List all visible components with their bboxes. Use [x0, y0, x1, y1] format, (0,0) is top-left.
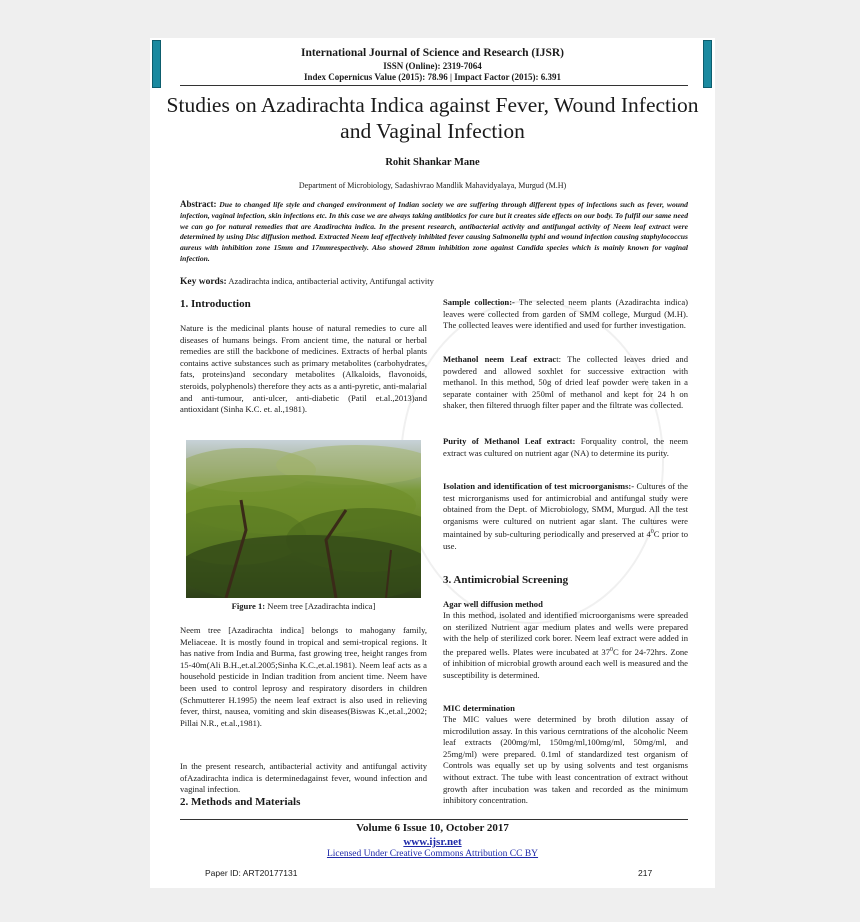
- agar-well-heading: Agar well diffusion method: [443, 599, 543, 609]
- journal-index: Index Copernicus Value (2015): 78.96 | Impact Factor (2015): 6.391: [303, 72, 562, 82]
- agar-well-body-end: C for 24-72hrs. Zone of inhibition of microbial growth around each well is measured and the susceptibility is determined.: [443, 646, 688, 680]
- purity-extract-label: Purity of Methanol Leaf extract:: [443, 436, 576, 446]
- isolation-degree: 0: [650, 529, 654, 536]
- intro-heading: 1. Introduction: [180, 298, 251, 310]
- methanol-extract: [443, 354, 688, 412]
- sample-collection: [443, 297, 688, 332]
- figure-caption-text: Neem tree [Azadirachta indica]: [265, 601, 376, 611]
- agar-well-body: In this method, isolated and identified microorganisms were spreaded on sterilized Nutrient agar medium plates and wells were prepared with the help of sterilized cork borer. Neem leaf extract were added in the prepared wells. Plates were incubated at 37: [443, 610, 688, 657]
- figure-caption: [180, 601, 427, 611]
- journal-issn: ISSN (Online): 2319-7064: [383, 61, 482, 71]
- keywords-label: Key words:: [180, 277, 227, 287]
- journal-name: International Journal of Science and Research (IJSR): [300, 47, 564, 59]
- mic-text: The MIC values were determined by broth dilution assay of microdilution assay. In this various cerntrations of the alcoholic Neem leaf extracts (200mg/ml, 150mg/ml,100mg/ml, 50mg/ml, and 25mg/ml) were prepared. 0.1ml of standardized test organism of Controls was equally set up by using solvents and test organisms without extract. The tube with least concentration of extract without growth after incubation was taken and recorded as the minimum inhibitory concentration.: [443, 714, 688, 806]
- paper-title: Studies on Azadirachta Indica against Fever, Wound Infection and Vaginal Infection: [166, 93, 699, 143]
- methanol-extract-label: Methanol neem Leaf extrac: [443, 354, 557, 364]
- sample-collection-text: The selected neem plants (Azadirachta indica) leaves were collected from garden of SMM college, Murgud (M.H). The collected leaves were identified and used for further investigation.: [443, 297, 688, 331]
- intro-paragraph-1: Nature is the medicinal plants house of natural remedies to cure all diseases of humans beings. From ancient time, the natural or herbal remedies are still the backbone of medicines. Extracts of herbal plants contains active substances such as primary metabolites (carbohydrates, fats, proteins)and secondary metabolites (Alkaloids, flavonoids, steroids, polyphenols) therefore they acts as a anti-pyretic, anti-malarial and anti-tumour, anti-ulcer, anti-diabetic (Patil et.al.,2013)and antioxidant (Sinha K.C. et. al.,1981).: [180, 323, 427, 415]
- intro-paragraph-2: Neem tree [Azadirachta indica] belongs to mahogany family, Meliaceae. It is mostly found in tropical and semi-tropical regions. It has native from India and Burma, fast growing tree, height ranges from 15-40m(Ali B.H.,et.al.2005;Sinha K.C.,et.al.1981). Neem leaf acts as a household pesticide in Indian tradition from ancient time. Neem have been used to control leprosy and respiratory disorders in children (Schmutterer H.1995) the neem leaf extract is also used in relieving fever, thirst, nausea, vomiting and skin diseases(Biswas K.,et.al.,2002; Pillai N.R., et.al.,1981).: [180, 625, 427, 728]
- keywords-text: Azadirachta indica, antibacterial activity, Antifungal activity: [228, 276, 434, 286]
- header-rule: [180, 85, 688, 86]
- agar-well-text: [443, 610, 688, 681]
- abstract-text: Due to changed life style and changed environment of Indian society we are suffering through different types of infections such as fever, wound infection, vaginal infection, skin infections etc. In this case we are always taking antibiotics for cure but it creates side effects on our body. To fulfil our same need we can go for natural remedies that are Azadirachta indica. In the present research, antibacterial activity and antifungal activity of Neem leaf extract were determined by using Disc diffusion method. Extracted Neem leaf effectively inhibited fever causing Salmonella typhi and wound infection causing staphylococcus aureus with inhibition zone 15mm and 17mmrespectively. Also showed 28mm inhibition zone against Candida species which is mainly known for vaginal infection.: [180, 200, 688, 263]
- neem-tree-image: [186, 440, 421, 598]
- abstract: [180, 199, 688, 265]
- paper-id: Paper ID: ART20177131: [205, 868, 298, 878]
- antimicrobial-heading: 3. Antimicrobial Screening: [443, 574, 569, 586]
- methods-heading: 2. Methods and Materials: [180, 796, 301, 808]
- isolation-text-end: C prior to use.: [443, 529, 688, 551]
- methanol-extract-text: t: The collected leaves dried and powdered and allowed soxhlet for successive extraction with methanol. In this method, 50g of dried leaf powder were taken in a separate container with 250ml of methanol and kept for 24 h on shaker, then filtered thruogh filter paper and the filtrate was collected.: [443, 354, 688, 411]
- isolation-label: Isolation and identification of test microorganisms:-: [443, 481, 635, 491]
- page-number: 217: [638, 868, 653, 878]
- isolation-identification: [443, 481, 688, 552]
- purity-extract-text: Forquality control, the neem extract was cultured on nutrient agar (NA) to determine its purity.: [443, 436, 689, 458]
- paper-author: Rohit Shankar Mane: [385, 157, 480, 168]
- neem-tree-figure: [186, 440, 421, 598]
- volume-issue: Volume 6 Issue 10, October 2017: [356, 822, 509, 834]
- author-affiliation: Department of Microbiology, Sadashivrao Mandlik Mahavidyalaya, Murgud (M.H): [298, 181, 567, 190]
- keywords: [180, 276, 688, 287]
- sample-collection-label: Sample collection:-: [443, 297, 515, 307]
- isolation-text: Cultures of the test microrganisms used for antimicrobial and antifungal study were obtained from the Dept. of Microbiology, SMM, Murgud. All the test organisms were cultured on nutrient agar slant. The cultures were maintained by sub-culturing periodically and preserved at 4: [443, 481, 688, 540]
- mic-heading: MIC determination: [443, 703, 515, 713]
- purity-extract: [443, 436, 688, 459]
- journal-url-link[interactable]: www.ijsr.net: [403, 836, 462, 848]
- footer-rule: [180, 819, 688, 820]
- intro-paragraph-3: In the present research, antibacterial activity and antifungal activity ofAzadirachta indica is determinedagainst fever, wound infection and vaginal infection.: [180, 761, 427, 795]
- agar-degree: 0: [610, 646, 613, 653]
- figure-label: Figure 1:: [231, 601, 266, 611]
- license-link[interactable]: Licensed Under Creative Commons Attribution CC BY: [326, 849, 539, 859]
- abstract-label: Abstract:: [180, 199, 217, 209]
